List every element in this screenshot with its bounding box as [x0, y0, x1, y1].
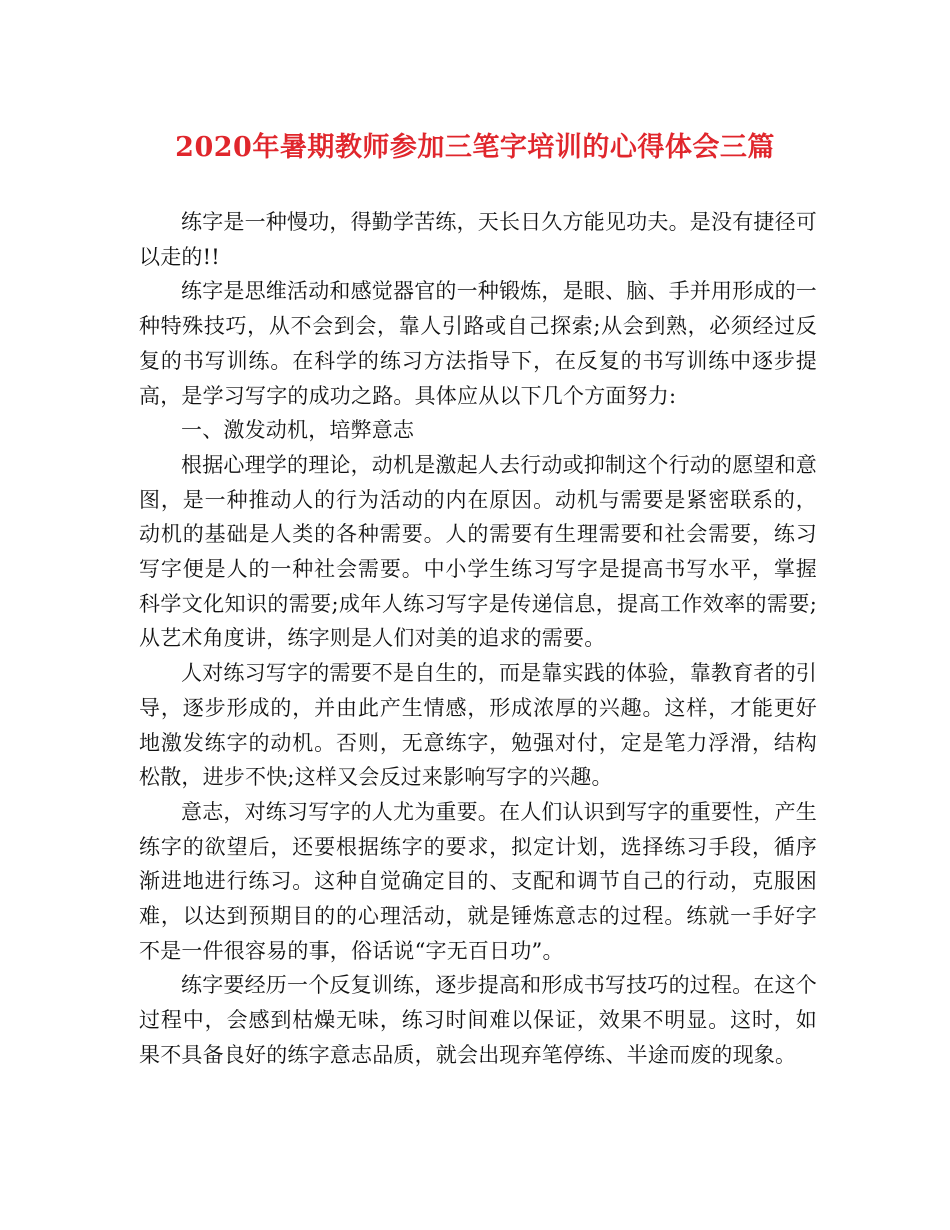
document-body: [139, 205, 817, 1073]
paragraph: 练字要经历一个反复训练，逐步提高和形成书写技巧的过程。在这个过程中，会感到枯燥无味，练习时间难以保证，效果不明显。这时，如果不具备良好的练字意志品质，就会出现弃笔停练、半途而废的现象。: [139, 973, 817, 1067]
section-heading: 一、激发动机，培弊意志: [181, 418, 415, 443]
paragraph: 练字是思维活动和感觉器官的一种锻炼，是眼、脑、手并用形成的一种特殊技巧，从不会到会，靠人引路或自己探索;从会到熟，必须经过反复的书写训练。在科学的练习方法指导下，在反复的书写训练中逐步提高，是学习写字的成功之路。具体应从以下几个方面努力:: [139, 279, 817, 408]
paragraph: 人对练习写字的需要不是自生的，而是靠实践的体验，靠教育者的引导，逐步形成的，并由此产生情感，形成浓厚的兴趣。这样，才能更好地激发练字的动机。否则，无意练字，勉强对付，定是笔力浮滑，结构松散，进步不快;这样又会反过来影响写字的兴趣。: [139, 661, 817, 790]
paragraph: 根据心理学的理论，动机是激起人去行动或抑制这个行动的愿望和意图，是一种推动人的行为活动的内在原因。动机与需要是紧密联系的，动机的基础是人类的各种需要。人的需要有生理需要和社会需要，练习写字便是人的一种社会需要。中小学生练习写字是提高书写水平，掌握科学文化知识的需要;成年人练习写字是传递信息，提高工作效率的需要;从艺术角度讲，练字则是人们对美的追求的需要。: [139, 452, 817, 651]
document-title: 2020年暑期教师参加三笔字培训的心得体会三篇: [175, 132, 775, 163]
paragraph: 意志，对练习写字的人尤为重要。在人们认识到写字的重要性，产生练字的欲望后，还要根据练字的要求，拟定计划，选择练习手段，循序渐进地进行练习。这种自觉确定目的、支配和调节自己的行动，克服困难，以达到预期目的的心理活动，就是锤炼意志的过程。练就一手好字不是一件很容易的事，俗话说“字无百日功”。: [139, 799, 817, 963]
paragraph: 练字是一种慢功，得勤学苦练，天长日久方能见功夫。是没有捷径可以走的!!: [139, 210, 817, 269]
